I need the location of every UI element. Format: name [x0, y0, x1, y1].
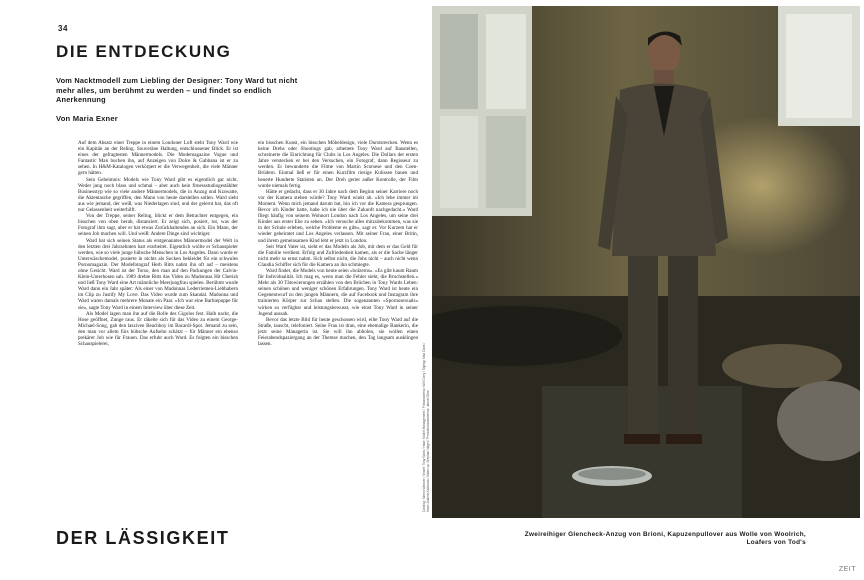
- text-column-2: [258, 140, 418, 347]
- body-paragraph: ein bisschen Kunst, ein bisschen Möbeldesign, viele Durststrecken. Wenn es keine Drehs oder Shootings gab, arbeitete Tony Ward auf Baustellen, schreinerte die Einrichtung für Clubs in Los Angeles. Die Dollars der ersten Jahre verstecken er bei den Versuchen, ein Fotograf, dann Regisseur zu werden. Er bewunderte die Filme von Martin Scorsese und den Coen-Brüdern. Einmal ließ er für einen Kurzfilm riesige Kulissen bauen und heuerte Hunderte Statisten an. Der Dreh geriet außer Kontrolle, der Film wurde niemals fertig.: [258, 140, 418, 189]
- feature-photo: [432, 6, 860, 518]
- credit-line: Haar: Andrea Kaliwoda / Make-up: Stephan Nagel / Produktionsassistenz: Jakob Ohm: [426, 390, 430, 512]
- window-pane: [486, 116, 526, 208]
- metal-bowl-inner: [578, 468, 646, 480]
- body-paragraph: Hätte er gedacht, dass er 30 Jahre nach dem Beginn seiner Karriere noch vor der Kamera stehen würde? Tony Ward winkt ab. »Ich lebe immer im Moment. Wenn mich jemand darum bat, bin ich vor die Kamera gesprungen. Bevor ich Kinder hatte, habe ich nie über die Zukunft nachgedacht.« Ward fliegt häufig von seinem Wohnort London nach Los Angeles, um seine drei Kinder aus erster Ehe zu sehen. »Ich versuche alles mitzubekommen, was sie in der Schule erleben, welche Probleme es gibt«, sagt er. Vor Kurzem hat er wieder geheiratet und Los Angeles verlassen. Mit seiner Frau, einer Britin, und ihrem gemeinsamen Kind lebt er jetzt in London.: [258, 188, 418, 244]
- headline: DIE ENTDECKUNG: [56, 42, 232, 61]
- window-pane: [440, 116, 478, 208]
- body-paragraph: Von der Treppe, seiner Reling, blickt er dem Betrachter entgegen, ein bisschen von oben herab, distanziert. Er zeigt sich, posiert, tut, was der Fotograf ihm sagt, aber er hat etwas Zurückhaltendes an sich. Ein Mann, der seinen Job machen will. Und weiß: Andere Dinge sind wichtiger.: [78, 213, 238, 238]
- photo-caption: Zweireihiger Glencheck-Anzug von Brioni, Kapuzenpullover aus Wolle von Woolrich, Loafers von Tod's: [524, 531, 806, 547]
- page-number: 34: [58, 24, 68, 33]
- body-paragraph: Seit Ward Vater ist, sieht er das Modeln als Job, mit dem er das Geld für die Familie verdient. Erfolg und Zufriedenheit kamen, als er die Sache länger nicht mehr so ernst nahm. Sich selbst nicht, die Jobs nicht – auch nicht wenn Claudia Schiffer sich für die Kamera an ihn schmiegte.: [258, 243, 418, 268]
- window-pane: [440, 14, 478, 109]
- body-paragraph: Bevor das letzte Bild für heute geschossen wird, eilte Tony Ward auf die Straße, tauscht, telefoniert. Seine Frau ist dran, eine ehemalige Bankerin, die jetzt seine Managerin ist. Sie will ihn abholen, sie wollen einen Feierabendspaziergang an der Themse machen, den Tag langsam ausklingen lassen.: [258, 316, 418, 348]
- body-paragraph: Ward hat sich seinen Status als erstgenanntes Männermodel der Welt in den letzten drei Jahrzehnten hart erarbeitet. Eigentlich wollte er Schauspieler werden, wie so viele junge hübsche Menschen in Los Angeles. Dann wurde er Unterwäschemodel, posierte in nichts als Socken bekleidet für ein schwules Pornomagazin. Der Modefotograf Herb Ritts nahm ihn oft auf – meistens ohne Gesicht. Ward ist der Torso, den man auf den Packungen der Calvin-Klein-Unterhosen sah. 1989 drehte Ritts das Video zu Madonnas Hit Cherish und ließ Tony Ward eine Art männliche Meerjungfrau spielen. Berühmt wurde Ward dann ein Jahr später: Als einer von Madonnas Lederriemen-Liebhabern im Clip zu Justify My Love. Das Video wurde zum Skandal. Madonna und Ward waren damals mehrere Monate ein Paar. »Ich war eine Barbiepuppe für sie«, sagte Tony Ward in einem Interview über diese Zeit.: [78, 237, 238, 311]
- photo-credits: [422, 132, 430, 512]
- body-paragraph: Auf dem Absatz einer Treppe in einem Londoner Loft steht Tony Ward wie ein Kapitän an der Reling. Souveräne Haltung, entschlossener Blick. Er ist eines der gefragtesten Männermodels. Die Modemagazine Vogue und Fantastic Man buchen ihn, auf Anzeigen von Dolce & Gabbana ist er zu sehen. In H&M-Katalogen verkörpert er die Verwegenheit, die viele Männer gern hätten.: [78, 140, 238, 177]
- footer-headline: DER LÄSSIGKEIT: [56, 528, 230, 548]
- author-byline: Von Maria Exner: [56, 114, 118, 123]
- window-pane: [786, 14, 852, 118]
- body-paragraph: Ward findet, die Models von heute seien »bolzerns«. »Es gibt kaum Raum für Individualität. Ich mag es, wenn man die Fehler sieht, die Bruchstellen.« Mehr als 30 Tätowierungen erzählen von den Brüchen in Tony Wards Leben: seinen schönen und weniger schönen Erfahrungen. Tony Ward ist heute ein Gegenentwurf zu den jungen Männern, die auf Facebook und Instagram ihre trainierten Körper zur Schau stellen. Die sogenannten »Spornosexuals« wirken so verfügbar und leistungsbewusst, wie einst Tony Ward in seiner Jugend aussah.: [258, 267, 418, 317]
- credit-line: Casting: Simon Wanner / Model: Tony Ward / Haar: Model Management / Fotoassistenz: Will Corry / Styling: Max Clark /: [422, 342, 426, 512]
- text-column-1: [78, 140, 238, 347]
- window-pane: [486, 14, 526, 109]
- photo-illustration: [432, 6, 860, 518]
- body-paragraph: Sein Geheimnis: Models wie Tony Ward gibt es eigentlich gar nicht. Weder jung noch blass und schmal – aber auch kein fitnessstudiogestählter Businesstyp wie so viele andere Männermodels, die in Anzug und Krawatte, die Aktentasche gegriffen, den Mann von heute darstellen sollen. Ward sieht aus wie jemand, der weiß, was Niederlagen sind, und der gelernt hat, das oft nur Gelassenheit weiterhilft.: [78, 176, 238, 214]
- body-paragraph: Als Model lagen man ihn auf die Rolle des Gigolos fest. Halb nackt, die Hose geöffnet, Zunge raus. Er räkelte sich für das Video zu einem George-Michael-Song, gab den lasziven Beachboy im Bacardi-Spot. Jemand zu sein, den man vor allem fürs hübsche Aufsehn schätzt – für Männer ein ebenso prekärer Job wie für Frauen. Das erfuhr auch Ward. Es folgten ein bisschen Schauspielerei,: [78, 310, 238, 348]
- lead-paragraph: Vom Nacktmodell zum Liebling der Designer: Tony Ward tut nicht mehr alles, um berühmt zu werden – und findet so endlich Anerkennung: [56, 76, 298, 105]
- brand-logo: ZEIT: [838, 566, 856, 573]
